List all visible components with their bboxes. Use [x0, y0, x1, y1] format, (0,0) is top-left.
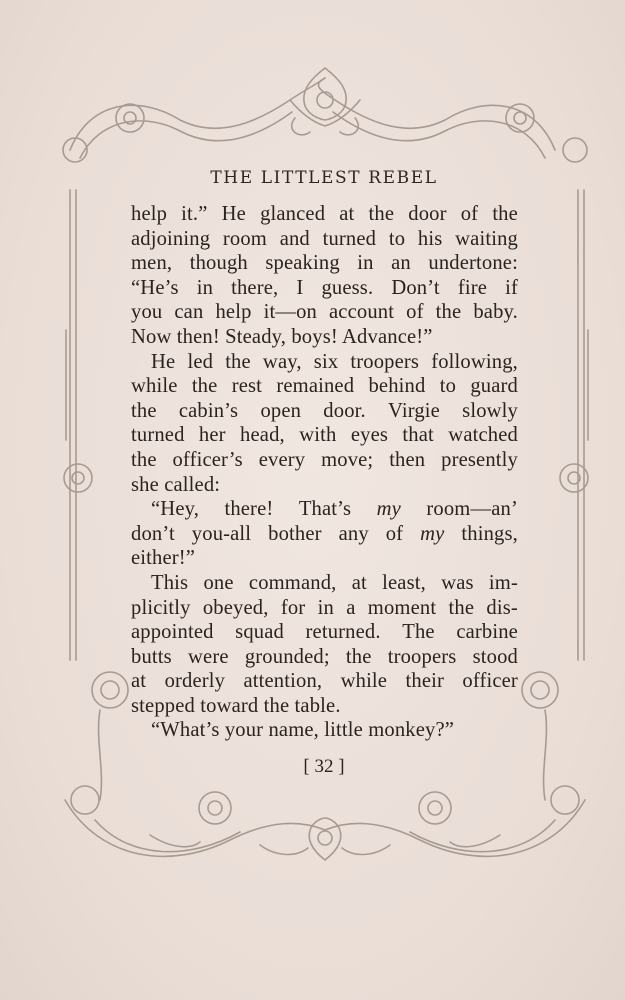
text-line: appointed squad returned. The carbine [131, 621, 518, 644]
text-line: help it.” He glanced at the door of the [131, 203, 518, 225]
text-line: men, though speaking in an undertone: [131, 252, 518, 275]
paragraph [131, 497, 518, 571]
text-line: while the rest remained behind to guard [131, 375, 518, 398]
text-line: butts were grounded; the troopers stood [131, 645, 518, 668]
text-line: plicitly obeyed, for in a moment the dis- [131, 596, 518, 619]
text-line: “What’s your name, little monkey?” [151, 719, 455, 742]
text-line: turned her head, with eyes that watched [131, 424, 518, 447]
text-line: the cabin’s open door. Virgie slowly [131, 399, 518, 422]
body-text [131, 202, 518, 743]
text-line: “He’s in there, I guess. Don’t fire if [131, 276, 518, 299]
paragraph [131, 350, 518, 498]
text-line: Now then! Steady, boys! Advance!” [131, 325, 433, 348]
paragraph [131, 571, 518, 719]
text-line: adjoining room and turned to his waiting [131, 227, 518, 250]
page-number: [ 32 ] [303, 756, 345, 777]
text-line: He led the way, six troopers following, [151, 350, 518, 373]
text-line: the officer’s every move; then presently [131, 448, 518, 471]
text-line: at orderly attention, while their officer [131, 670, 518, 693]
text-line: This one command, at least, was im- [151, 571, 518, 594]
running-head: THE LITTLEST REBEL [210, 168, 438, 188]
text-line: she called: [131, 473, 221, 496]
paragraph [131, 202, 518, 350]
text-line: “Hey, there! That’s my room—an’ [151, 498, 518, 521]
text-line: either!” [131, 547, 196, 570]
text-line: you can help it—on account of the baby. [131, 301, 518, 324]
text-line: don’t you-all bother any of my things, [131, 522, 518, 545]
paragraph [131, 718, 518, 743]
text-line: stepped toward the table. [131, 694, 341, 717]
